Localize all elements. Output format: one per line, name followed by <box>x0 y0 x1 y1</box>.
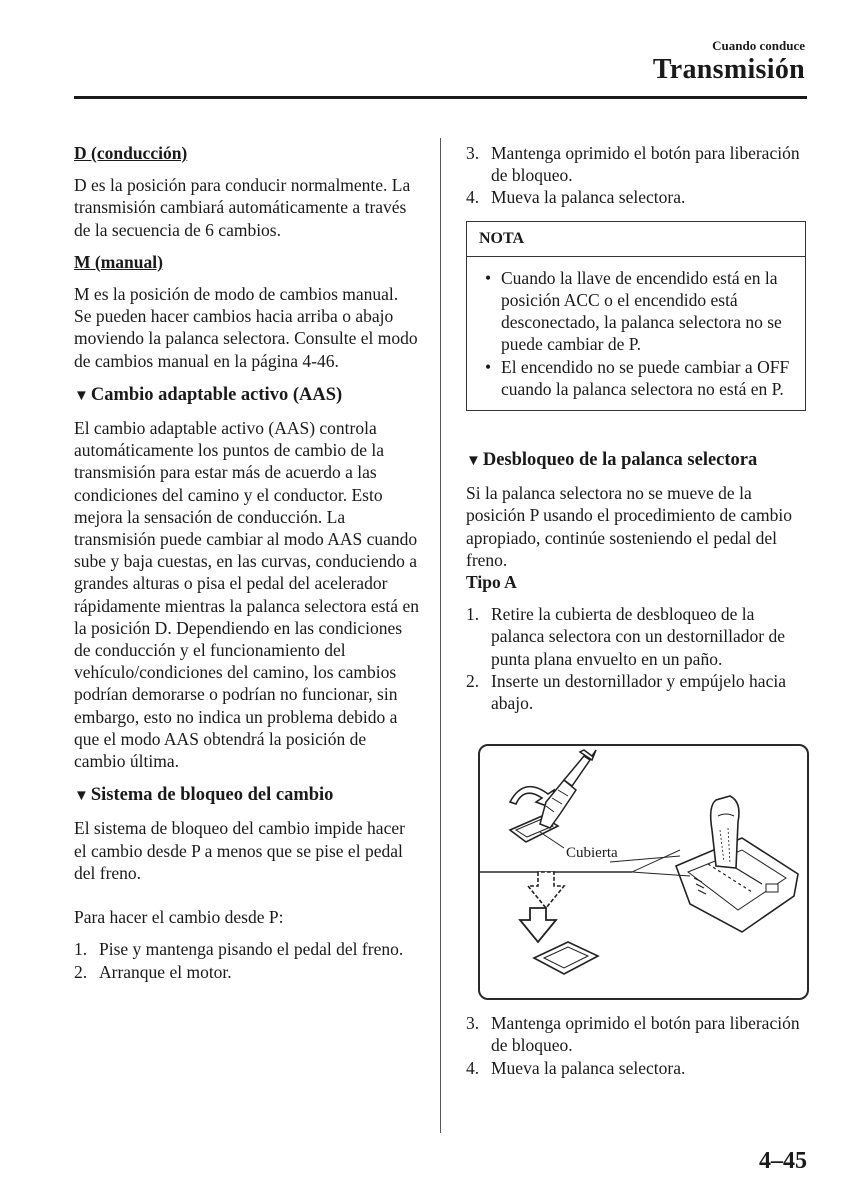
header-subtitle: Cuando conduce <box>712 38 805 53</box>
right-steps-mid <box>466 603 806 714</box>
cover-label: Cubierta <box>566 845 618 862</box>
tipo-label: Tipo A <box>466 572 517 593</box>
step-text: Mueva la palanca selectora. <box>491 187 686 208</box>
step-number: 3. <box>466 143 480 163</box>
header-rule <box>74 96 807 99</box>
page-number: 4–45 <box>759 1148 807 1174</box>
bullet-icon: • <box>485 356 492 377</box>
lock-paragraph: El sistema de bloqueo del cambio impide hacer el cambio desde P a menos que se pise el pedal del freno. <box>74 818 405 883</box>
list-item <box>466 186 806 208</box>
list-item <box>466 142 806 186</box>
list-item <box>466 1012 806 1056</box>
lock-heading <box>74 784 419 807</box>
step-number: 4. <box>466 1057 480 1078</box>
unlock-heading <box>466 449 806 472</box>
step-text: Mueva la palanca selectora. <box>491 1057 686 1078</box>
column-divider <box>440 138 441 1133</box>
right-steps-bottom <box>466 1012 806 1079</box>
step-number: 2. <box>466 670 480 691</box>
list-item <box>74 961 419 983</box>
d-heading: D (conducción) <box>74 143 188 163</box>
note-text: Cuando la llave de encendido está en la posición ACC o el encendido está desconectado, la palanca selectora no se puede cambiar de P. <box>501 267 782 355</box>
m-paragraph: M es la posición de modo de cambios manual. Se pueden hacer cambios hacia arriba o abajo moviendo la palanca selectora. Consulte el modo de cambios manual en la página 4-46. <box>74 284 418 371</box>
left-column <box>74 142 419 983</box>
note-title: NOTA <box>467 222 805 257</box>
unlock-heading-text: Desbloqueo de la palanca selectora <box>482 450 758 471</box>
unlock-paragraph: Si la palanca selectora no se mueve de la posición P usando el procedimiento de cambio apropiado, continúe sosteniendo el pedal del freno. <box>466 483 792 570</box>
bullet-icon: • <box>485 267 492 288</box>
note-text: El encendido no se puede cambiar a OFF cuando la palanca selectora no está en P. <box>501 356 790 399</box>
right-steps-top <box>466 142 806 209</box>
step-text: Pise y mantenga pisando el pedal del freno. <box>99 939 404 960</box>
aas-heading-text: Cambio adaptable activo (AAS) <box>90 384 343 405</box>
step-text: Mantenga oprimido el botón para liberación de bloqueo. <box>491 143 800 186</box>
step-text: Mantenga oprimido el botón para liberación de bloqueo. <box>491 1013 800 1056</box>
step-number: 2. <box>74 961 88 982</box>
triangle-down-icon: ▼ <box>466 453 481 470</box>
step-text: Arranque el motor. <box>99 961 232 982</box>
d-paragraph: D es la posición para conducir normalmente. La transmisión cambiará automáticamente a través de la secuencia de 6 cambios. <box>74 175 411 240</box>
lock-heading-text: Sistema de bloqueo del cambio <box>90 785 334 806</box>
list-item <box>466 603 806 670</box>
list-item <box>466 670 806 714</box>
step-number: 1. <box>466 604 480 625</box>
step-number: 1. <box>74 939 88 960</box>
aas-paragraph: El cambio adaptable activo (AAS) controla automáticamente los puntos de cambio de la transmisión para estar más de acuerdo a las condiciones del camino y el conductor. Esto mejora la sensación de conducción. La transmisión puede cambiar al modo AAS cuando sube y baja cuestas, en las curvas, conduciendo a grandes alturas o pisa el pedal del acelerador rápidamente mientras la palanca selectora está en la posición D. Dependiendo en las condiciones de conducción y el funcionamiento del vehículo/condiciones del camino, los cambios podrían demorarse o podrían no funcionar, sin embargo, esto no indica un problema debido a que el modo AAS obtendrá la posición de cambio última. <box>74 418 419 772</box>
list-item <box>74 938 419 960</box>
m-heading: M (manual) <box>74 251 163 272</box>
note-item <box>479 356 793 400</box>
illustration-drawing <box>480 746 807 998</box>
step-text: Retire la cubierta de desbloqueo de la palanca selectora con un destornillador de punta plana envuelto en un paño. <box>491 604 785 669</box>
unlock-illustration <box>478 744 809 1000</box>
triangle-down-icon: ▼ <box>74 387 89 404</box>
triangle-down-icon: ▼ <box>74 788 89 805</box>
step-number: 3. <box>466 1013 480 1034</box>
aas-heading <box>74 384 419 407</box>
right-column <box>466 142 806 1079</box>
note-item <box>479 267 793 356</box>
note-box <box>466 221 806 411</box>
list-item <box>466 1057 806 1079</box>
shift-intro: Para hacer el cambio desde P: <box>74 907 284 928</box>
step-number: 4. <box>466 187 480 208</box>
note-list <box>467 257 805 410</box>
step-text: Inserte un destornillador y empújelo hacia abajo. <box>491 670 786 714</box>
left-steps-list <box>74 938 419 982</box>
page-title: Transmisión <box>652 54 805 85</box>
